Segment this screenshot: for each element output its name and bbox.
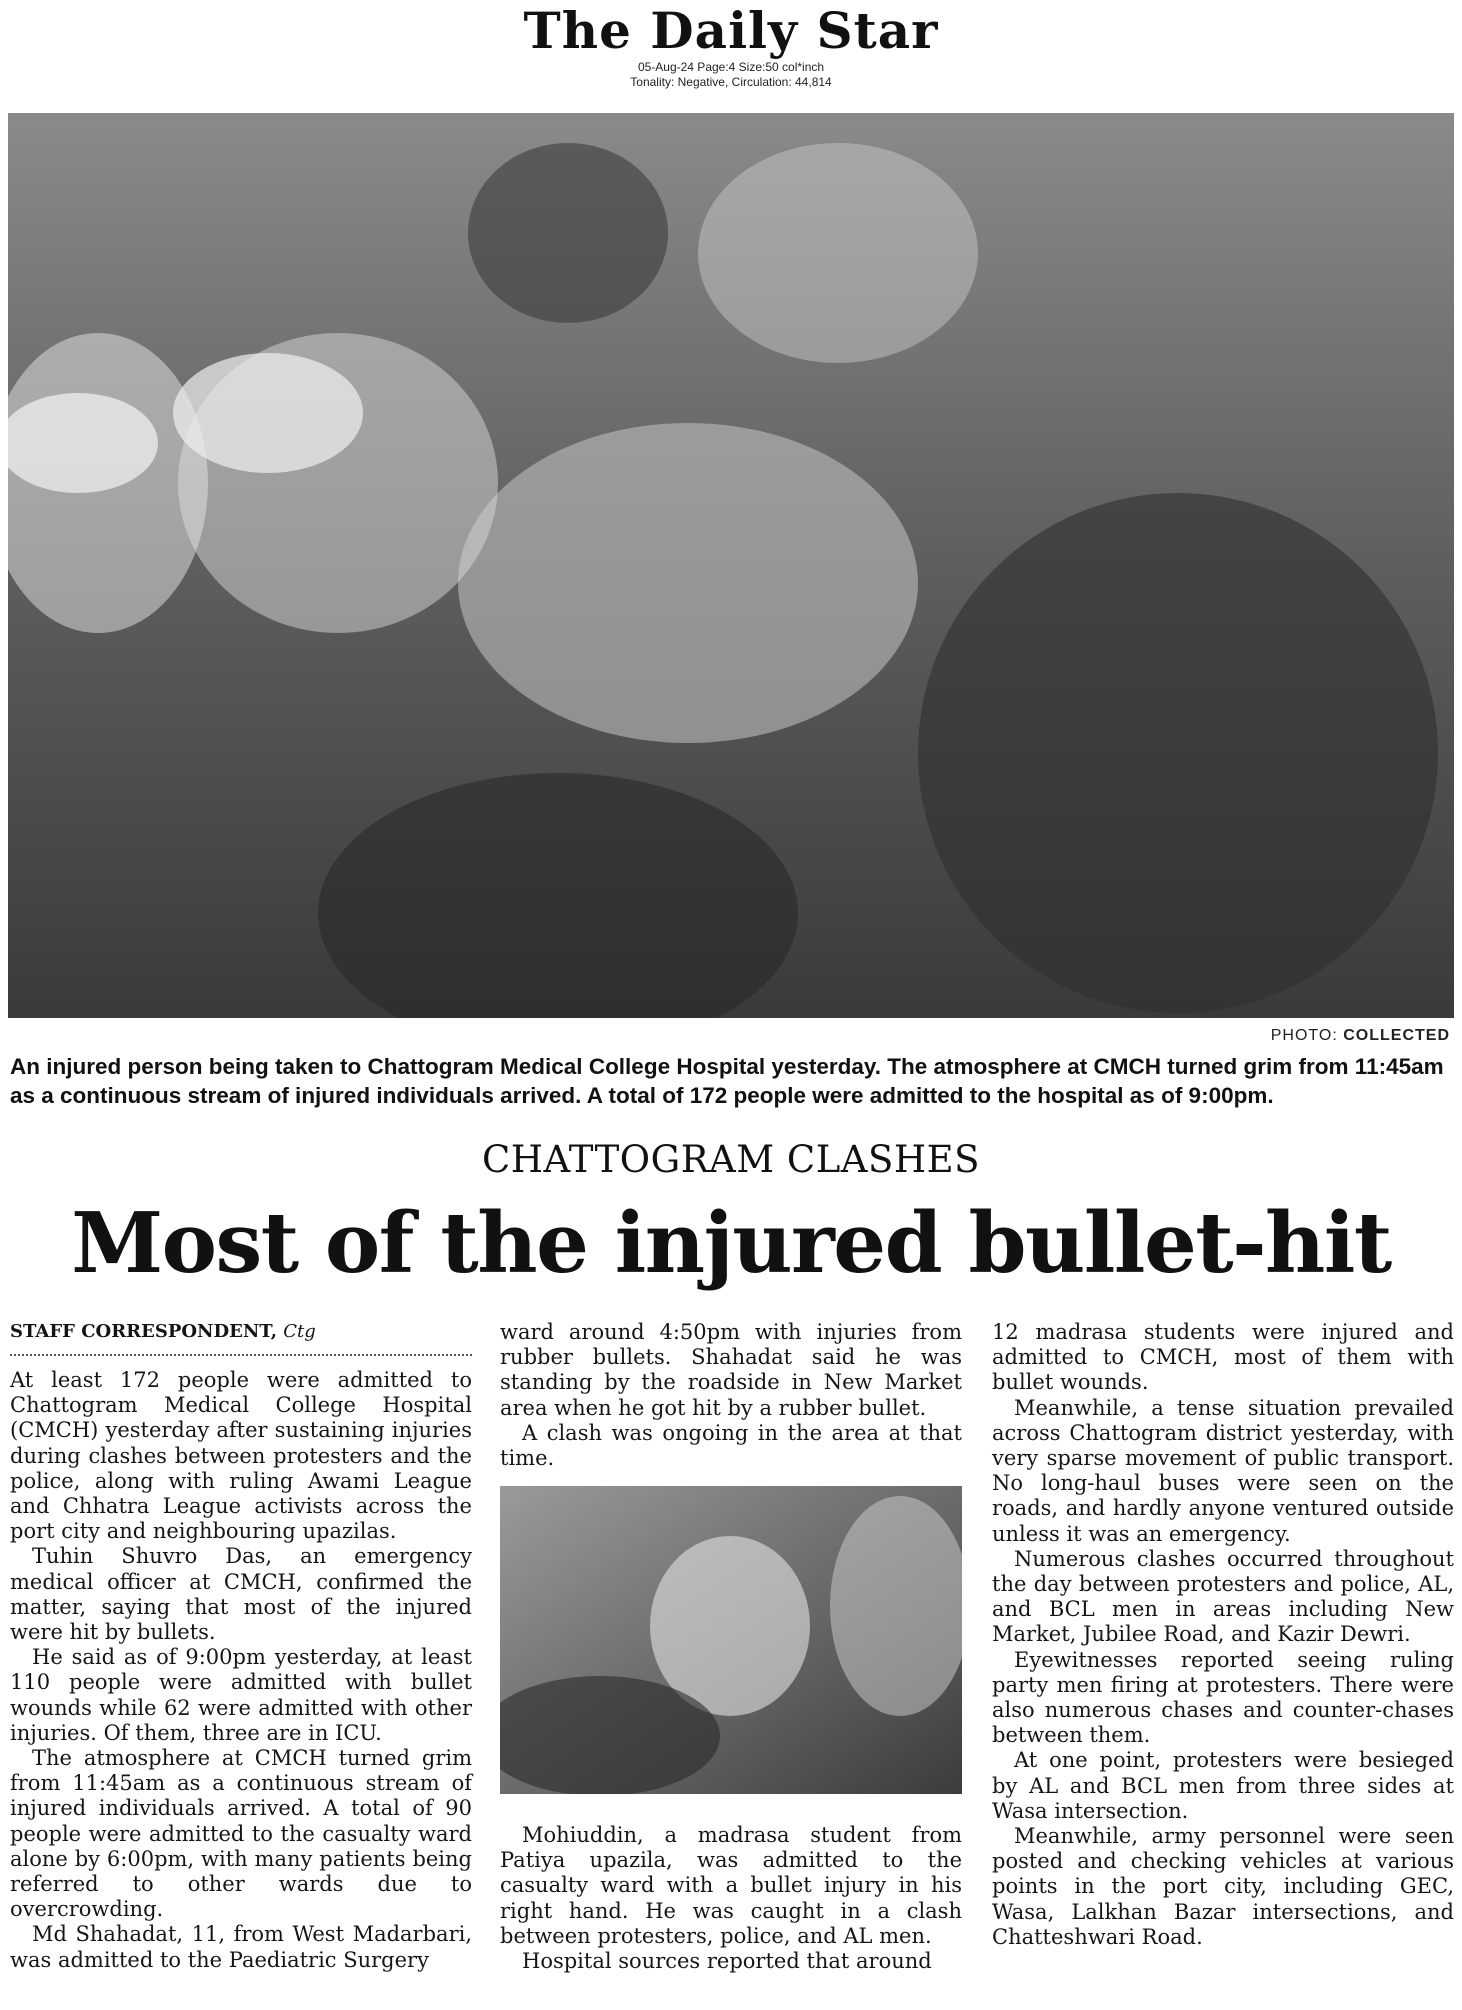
article-column-2-bottom [500,1823,962,1974]
article-column-3 [992,1320,1454,1950]
paragraph: Eyewitnesses reported seeing ruling party men firing at protesters. There were also numerous chases and counter-chases between them. [992,1647,1454,1748]
paragraph: At least 172 people were admitted to Chattogram Medical College Hospital (CMCH) yesterday after sustaining injuries during clashes between protesters and the police, along with ruling Awami League and Chhatra League activists across the port city and neighbouring upazilas. [10,1368,472,1544]
paragraph: Mohiuddin, a madrasa student from Patiya upazila, was admitted to the casualty ward with a bullet injury in his right hand. He was caught in a clash between protesters, police, and AL men. [500,1823,962,1948]
clipping-meta-line1: 05-Aug-24 Page:4 Size:50 col*inch [637,60,825,74]
paragraph: Meanwhile, army personnel were seen posted and checking vehicles at various points in the port city, including GEC, Wasa, Lalkhan Bazar intersections, and Chatteshwari Road. [992,1824,1454,1949]
paragraph: Md Shahadat, 11, from West Madarbari, was admitted to the Paediatric Surgery [10,1922,472,1972]
paragraph: He said as of 9:00pm yesterday, at least 110 people were admitted with bullet wounds while 62 were admitted with other injuries. Of them, three are in ICU. [10,1645,472,1745]
paragraph: Tuhin Shuvro Das, an emergency medical officer at CMCH, confirmed the matter, saying that most of the injured were hit by bullets. [10,1544,472,1645]
byline-name: STAFF CORRESPONDENT, [10,1321,277,1342]
clipping-meta-line2: Tonality: Negative, Circulation: 44,814 [630,75,832,89]
photo-caption: An injured person being taken to Chattogram Medical College Hospital yesterday. The atmosphere at CMCH turned grim from 11:45am as a continuous stream of injured individuals arrived. A total of 172 people were admitted to the hospital as of 9:00pm. [10,1054,1444,1108]
main-news-photo [8,113,1454,1018]
photo-placeholder-graphic [8,113,1454,1018]
paragraph: At one point, protesters were besieged by AL and BCL men from three sides at Wasa intersection. [992,1748,1454,1823]
paragraph: A clash was ongoing in the area at that time. [500,1420,962,1471]
photo-credit-value: COLLECTED [1343,1027,1450,1044]
byline [10,1320,472,1356]
paragraph: The atmosphere at CMCH turned grim from 11:45am as a continuous stream of injured individuals arrived. A total of 90 people were admitted to the casualty ward alone by 6:00pm, with many patients being referred to other wards due to overcrowding. [10,1746,472,1922]
paragraph: Numerous clashes occurred throughout the day between protesters and police, AL, and BCL men in areas including New Market, Jubilee Road, and Kazir Dewri. [992,1546,1454,1647]
paragraph: ward around 4:50pm with injuries from rubber bullets. Shahadat said he was standing by the roadside in New Market area when he got hit by a rubber bullet. [500,1320,962,1420]
inset-news-photo [500,1486,962,1794]
article-column-2-top [500,1320,962,1471]
photo-credit-label: PHOTO: [1270,1027,1338,1044]
paragraph: Meanwhile, a tense situation prevailed across Chattogram district yesterday, with very sparse movement of public transport. No long-haul buses were seen on the roads, and hardly anyone ventured outside unless it was an emergency. [992,1395,1454,1546]
masthead [0,0,1462,90]
photo-credit [1271,1027,1450,1045]
newspaper-logo: The Daily Star [523,1,939,60]
paragraph: 12 madrasa students were injured and admitted to CMCH, most of them with bullet wounds. [992,1320,1454,1395]
article-column-1 [10,1320,472,1973]
inset-photo-placeholder-graphic [500,1486,962,1794]
article-kicker: CHATTOGRAM CLASHES [481,1138,980,1181]
byline-place: Ctg [283,1321,316,1342]
article-headline: Most of the injured bullet-hit [71,1194,1391,1292]
paragraph: Hospital sources reported that around [522,1949,932,1974]
